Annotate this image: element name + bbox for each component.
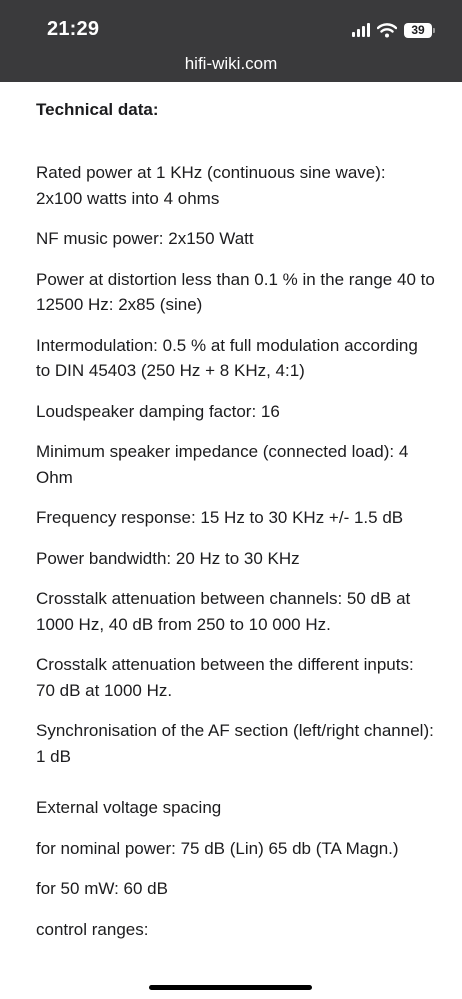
browser-top-bar [0, 0, 462, 82]
spec-item: Crosstalk attenuation between the different inputs: 70 dB at 1000 Hz. [36, 655, 414, 700]
spec-item: for 50 mW: 60 dB [36, 879, 168, 898]
status-time: 21:29 [47, 18, 100, 40]
spec-list [36, 160, 436, 942]
wifi-icon [377, 23, 397, 38]
cellular-signal-icon [352, 23, 370, 37]
page-content [36, 100, 436, 957]
address-bar[interactable]: hifi-wiki.com [184, 54, 278, 73]
spec-item: Frequency response: 15 Hz to 30 KHz +/- 1.5 dB [36, 508, 404, 527]
spec-item: for nominal power: 75 dB (Lin) 65 db (TA Magn.) [36, 838, 399, 858]
spec-item: control ranges: [36, 919, 149, 939]
page-heading: Technical data: [36, 100, 159, 119]
spec-item: External voltage spacing [36, 798, 222, 817]
spec-item: Loudspeaker damping factor: 16 [36, 401, 280, 421]
spec-item: NF music power: 2x150 Watt [36, 229, 254, 248]
spec-item: Crosstalk attenuation between channels: 50 dB at 1000 Hz, 40 dB from 250 to 10 000 Hz. [36, 589, 411, 634]
spec-item: Power at distortion less than 0.1 % in the range 40 to 12500 Hz: 2x85 (sine) [36, 269, 435, 314]
status-icons [352, 20, 432, 40]
spec-item: Minimum speaker impedance (connected load): 4 Ohm [36, 442, 409, 487]
battery-icon: 39 [404, 23, 432, 38]
spec-item: Intermodulation: 0.5 % at full modulation according to DIN 45403 (250 Hz + 8 KHz, 4:1) [36, 335, 418, 380]
spec-item: Rated power at 1 KHz (continuous sine wave): 2x100 watts into 4 ohms [36, 163, 386, 208]
spec-item: Synchronisation of the AF section (left/right channel): 1 dB [36, 721, 434, 766]
spec-item: Power bandwidth: 20 Hz to 30 KHz [36, 548, 300, 568]
home-indicator[interactable] [149, 985, 312, 990]
